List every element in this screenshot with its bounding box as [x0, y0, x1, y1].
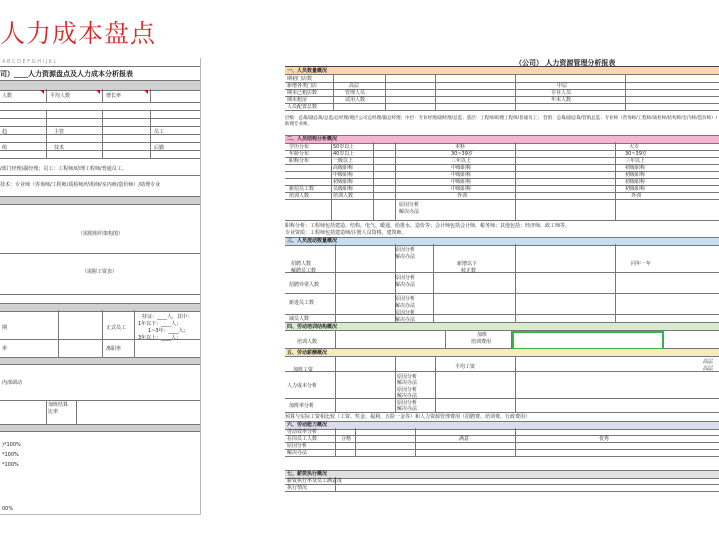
row-label-supervisor: 主管 [54, 129, 65, 135]
row-label-headcount: 人数 [2, 93, 13, 99]
left-sheet-title: 司）____人力资源盘点及人力成本分析报表 [0, 70, 133, 78]
s2-col-1: 50岁以上 [333, 144, 355, 150]
stat-over-3y: 3年以上：____人； [138, 335, 182, 341]
s2-left-2: 年龄分布 [289, 151, 310, 157]
s6-col-1: 合格 [341, 436, 352, 442]
s5-inner-5: 原因分析 [397, 400, 418, 406]
s2-mid-7: 中级职称 [451, 186, 472, 192]
s2-col-5: 中级职称 [333, 172, 354, 178]
s4-row-1: 培训人数 [297, 339, 318, 345]
note-staff-def: /部门经理/副经理；员工：工程师/助理工程师/普通员工。 [0, 166, 127, 172]
right-sheet-title: （公司） 人力资源管理分析报表 [515, 59, 616, 67]
stat-under-1y: 1年以下：____人； [138, 321, 182, 327]
s5-row-4: 加班率分析 [289, 403, 315, 409]
s6-col-2: 满意 [459, 436, 470, 442]
s1-row-4: 期末租房 [287, 97, 308, 103]
s3-inner-7: 原因分析 [395, 310, 416, 316]
row-label-group: 组 [2, 145, 8, 151]
footer-percent: 00% [2, 506, 14, 512]
s1-note: 层级：总裁/副总裁/总监/总经理/地区公司总经理/副总经理；中层：专业经理/副经理/总监；基层：工程师/助理工程师/普通员工； 营销：总裁/副总裁/营销总监；专业师（咨询师/工程师/质检师/结构师/室内师/造价师）/助理专业师。 [285, 116, 718, 127]
s1-col-pro: 专业人员 [551, 90, 572, 96]
section-header-6 [285, 421, 719, 430]
section-6-label: 六、劳动能力概况 [287, 422, 328, 428]
s2-right-6: 初级职称 [625, 179, 646, 185]
s4-col-1: 加班 [477, 332, 488, 338]
dept-adjust: 内部调动 [2, 380, 23, 386]
s5-row-2: 人力成本分析 [287, 383, 318, 389]
s2-mid-1: 本科 [455, 144, 466, 150]
formula-3: *100% [2, 462, 19, 468]
s3-inner-2: 解决办法 [395, 254, 416, 260]
formula-1: )*100% [2, 442, 21, 448]
s3-row-1: 招聘人数 [291, 261, 312, 267]
s2-col-6: 初级职称 [333, 179, 354, 185]
slide-title: 人力成本盘点 [0, 19, 157, 48]
s2-right-5: 初级职称 [625, 172, 646, 178]
s2-col-8: 培训人数 [333, 193, 354, 199]
section-3-label: 三、人员流动数量概况 [287, 238, 338, 244]
formula-2: *100% [2, 452, 19, 458]
s2-col-7: 员级职称 [333, 186, 354, 192]
section-header-7 [285, 470, 719, 479]
s2-col-2: 40岁以上 [333, 151, 355, 157]
section-header-5 [285, 349, 719, 357]
s2-note: 职称分析：工程师包括建造、结构、电气、暖通、给排水、造价等；会计师包括会计师、税务师；其他包括：经济师、政工师等。 [285, 223, 571, 229]
section-5-label: 五、劳动薪酬概况 [287, 350, 328, 356]
s2-mid-5: 中级职称 [451, 172, 472, 178]
s2-left-3: 职称分布 [289, 158, 310, 164]
s5-inner-3: 原因分析 [397, 387, 418, 393]
s2-inner-cause: 原因分析 [399, 202, 420, 208]
s2-mid-3: 三年以上 [451, 158, 472, 164]
s1-row-2: 新增各类门店 [287, 83, 318, 89]
s6-row-2: 在岗员工人数 [287, 436, 318, 442]
s2-mid-4: 中级职称 [451, 165, 472, 171]
s1-row-5: 人员配置总数 [287, 104, 318, 110]
row-label-trend: 趋 [2, 129, 8, 135]
section-header-1 [285, 67, 719, 75]
s2-col-4: 高级职称 [333, 165, 354, 171]
left-spreadsheet [0, 58, 201, 515]
section-2-label: 二、人员结构分析概况 [287, 136, 338, 142]
s5-inner-2: 解决办法 [397, 380, 418, 386]
right-cut-1: 高层 [703, 359, 714, 365]
s1-col-manager: 管理人员 [345, 90, 366, 96]
overtime-label: 加班结算 [48, 402, 69, 408]
s3-inner-8: 解决办法 [395, 317, 416, 323]
s2-inner-solution: 解决办法 [399, 209, 420, 215]
s2-right-4: 初级职称 [625, 165, 646, 171]
s3-inner-6: 解决办法 [395, 303, 416, 309]
s6-row-3: 原因分析 [287, 443, 308, 449]
right-cut-2: 高层 [703, 366, 714, 372]
s2-left-train: 培训人数 [289, 193, 310, 199]
s3-row-3: 招聘异常人数 [289, 282, 320, 288]
stat-certified: 持证：____人，其中： [142, 314, 193, 320]
field-turnover: 离职率 [106, 346, 122, 352]
s7-row-2: 执行情况 [287, 485, 308, 491]
s5-col-1: 平均工资 [455, 364, 476, 370]
s1-row-1: 期初门店数 [287, 76, 313, 82]
s3-col-1: 新增以下 [457, 261, 478, 267]
s3-row-5: 新进员工数 [289, 300, 315, 306]
org-chart-placeholder: （需附组织架构图） [78, 231, 124, 237]
s2-note-2: 专业资质：工程师包括建造师/注册人员资格、建筑师。 [285, 230, 407, 236]
overtime-label-2: 比率 [48, 409, 59, 415]
s3-row-2: 解聘员工数 [291, 268, 317, 274]
s2-right-2: 30~39岁 [625, 151, 647, 157]
salary-table-placeholder: （需附工资表） [82, 269, 118, 275]
section-header-3 [285, 237, 719, 246]
s5-inner-6: 解决办法 [397, 406, 418, 412]
field-regular-staff: 正式员工 [106, 325, 127, 331]
s6-row-1: 劳动效率分析 [287, 429, 318, 435]
s6-row-4: 解决办法 [287, 450, 308, 456]
column-letters: A B C D E F G H I J K L [2, 59, 57, 65]
field-period: 期 [2, 325, 8, 331]
s3-inner-5: 原因分析 [395, 296, 416, 302]
section-header-2 [285, 135, 719, 144]
row-label-avg-headcount: 平均人数 [50, 93, 71, 99]
s2-right-7: 初级职称 [625, 186, 646, 192]
section-1-label: 一、人员数量概况 [287, 68, 328, 74]
selected-cell[interactable] [512, 331, 664, 350]
s2-right-1: 大专 [629, 144, 640, 150]
s2-mid-8: 外训 [457, 193, 468, 199]
s5-row-1: 加班工资 [293, 367, 314, 373]
s3-inner-1: 原因分析 [395, 247, 416, 253]
s2-right-3: 三年以上 [625, 158, 646, 164]
s7-row-1: 薪资执行率及员工满意度 [287, 478, 343, 484]
section-7-label: 七、薪资执行概况 [287, 471, 328, 477]
s2-col-3: 一级以上 [333, 158, 354, 164]
s4-col-2: 培训费用 [471, 339, 492, 345]
s2-left-1: 学历分布 [289, 144, 310, 150]
s1-row-3: 期末已租店数 [287, 90, 318, 96]
row-label-technical: 技术 [54, 145, 65, 151]
s1-col-senior: 高层 [349, 83, 360, 89]
s2-right-8: 外训 [631, 193, 642, 199]
field-rate: 率 [2, 346, 8, 352]
s1-col-year-end: 年末人数 [551, 97, 572, 103]
right-spreadsheet [285, 58, 719, 514]
s2-left-new: 新招员工数 [289, 186, 315, 192]
s1-col-trial: 试用人数 [345, 97, 366, 103]
section-4-label: 四、劳动培训结构概况 [287, 324, 338, 330]
row-label-growth: 增长率 [106, 93, 122, 99]
s3-col-3: 同年一年 [631, 261, 652, 267]
s5-inner-1: 原因分析 [397, 374, 418, 380]
row-label-logistics: 后勤 [154, 145, 165, 151]
section-header-4 [285, 323, 719, 331]
s3-inner-3: 原因分析 [395, 275, 416, 281]
s5-note: 预算与实际工资相比较（工资、奖金、福利、五险一金等）和人力资源管理费用（招聘费、培训费、行政费用） [285, 414, 531, 420]
s6-col-3: 优秀 [599, 436, 610, 442]
row-label-staff: 员工 [154, 129, 165, 135]
s5-inner-4: 解决办法 [397, 393, 418, 399]
note-tech-def: 技术：专业师（咨询师/工程师/质检师/结构师/室内师/造价师）/助理专业 [0, 182, 161, 188]
s3-inner-4: 解决办法 [395, 282, 416, 288]
s3-col-2: 转正数 [461, 268, 477, 274]
s2-mid-2: 30~39岁 [451, 151, 473, 157]
s1-col-middle: 中层 [557, 83, 568, 89]
stat-1-3y: 1~3年：____人； [148, 328, 189, 334]
s2-mid-6: 中级职称 [451, 179, 472, 185]
s3-row-6: 减员人数 [289, 316, 310, 322]
